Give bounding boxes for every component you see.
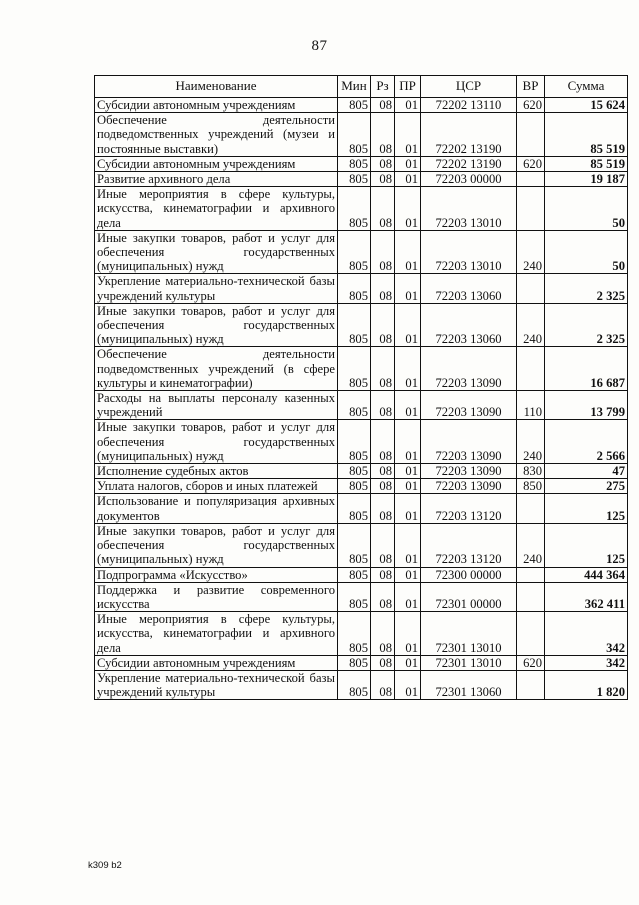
cell-rz: 08: [371, 567, 395, 582]
table-body: [95, 98, 628, 700]
table-row: [95, 187, 628, 231]
cell-name: Расходы на выплаты персоналу казенных учреждений: [95, 391, 338, 420]
budget-table: [94, 75, 628, 700]
cell-rz: 08: [371, 464, 395, 479]
cell-csr: 72300 00000: [421, 567, 517, 582]
table-header-row: [95, 76, 628, 98]
cell-vr: [517, 670, 545, 699]
cell-vr: [517, 187, 545, 231]
table-row: [95, 567, 628, 582]
cell-pr: 01: [395, 670, 421, 699]
cell-rz: 08: [371, 187, 395, 231]
cell-sum: 125: [545, 523, 628, 567]
cell-csr: 72203 13090: [421, 479, 517, 494]
cell-name: Иные закупки товаров, работ и услуг для обеспечения государственных (муниципальных) нужд: [95, 523, 338, 567]
table-row: [95, 420, 628, 464]
cell-rz: 08: [371, 172, 395, 187]
cell-csr: 72203 13090: [421, 464, 517, 479]
cell-rz: 08: [371, 494, 395, 523]
cell-rz: 08: [371, 391, 395, 420]
cell-min: 805: [338, 670, 371, 699]
cell-rz: 08: [371, 274, 395, 303]
cell-pr: 01: [395, 274, 421, 303]
table-row: [95, 230, 628, 274]
cell-vr: 240: [517, 523, 545, 567]
cell-csr: 72202 13190: [421, 156, 517, 171]
cell-rz: 08: [371, 156, 395, 171]
cell-rz: 08: [371, 479, 395, 494]
cell-rz: 08: [371, 347, 395, 391]
cell-name: Обеспечение деятельности подведомственных учреждений (в сфере культуры и кинематографии): [95, 347, 338, 391]
cell-sum: 342: [545, 612, 628, 656]
cell-sum: 444 364: [545, 567, 628, 582]
cell-csr: 72202 13110: [421, 98, 517, 113]
cell-name: Исполнение судебных актов: [95, 464, 338, 479]
cell-vr: 110: [517, 391, 545, 420]
cell-vr: [517, 274, 545, 303]
cell-name: Поддержка и развитие современного искусства: [95, 582, 338, 611]
cell-rz: 08: [371, 612, 395, 656]
cell-name: Укрепление материально-технической базы учреждений культуры: [95, 274, 338, 303]
cell-rz: 08: [371, 582, 395, 611]
cell-rz: 08: [371, 98, 395, 113]
cell-min: 805: [338, 494, 371, 523]
cell-name: Субсидии автономным учреждениям: [95, 156, 338, 171]
cell-min: 805: [338, 567, 371, 582]
cell-min: 805: [338, 303, 371, 347]
header-csr: ЦСР: [421, 76, 517, 98]
cell-csr: 72301 13060: [421, 670, 517, 699]
cell-vr: 620: [517, 655, 545, 670]
cell-vr: 240: [517, 420, 545, 464]
page-number: 87: [311, 38, 328, 54]
cell-csr: 72203 13120: [421, 494, 517, 523]
table-row: [95, 479, 628, 494]
cell-csr: 72203 00000: [421, 172, 517, 187]
cell-rz: 08: [371, 113, 395, 157]
cell-sum: 15 624: [545, 98, 628, 113]
cell-min: 805: [338, 347, 371, 391]
cell-vr: [517, 113, 545, 157]
cell-min: 805: [338, 612, 371, 656]
cell-name: Уплата налогов, сборов и иных платежей: [95, 479, 338, 494]
cell-vr: [517, 172, 545, 187]
cell-csr: 72203 13090: [421, 347, 517, 391]
cell-sum: 85 519: [545, 113, 628, 157]
cell-csr: 72301 13010: [421, 655, 517, 670]
table-row: [95, 494, 628, 523]
table-row: [95, 391, 628, 420]
cell-name: Субсидии автономным учреждениям: [95, 98, 338, 113]
cell-sum: 47: [545, 464, 628, 479]
cell-sum: 125: [545, 494, 628, 523]
header-sum: Сумма: [545, 76, 628, 98]
cell-name: Иные закупки товаров, работ и услуг для обеспечения государственных (муниципальных) нужд: [95, 230, 338, 274]
cell-sum: 85 519: [545, 156, 628, 171]
cell-rz: 08: [371, 420, 395, 464]
cell-name: Использование и популяризация архивных документов: [95, 494, 338, 523]
cell-vr: 240: [517, 230, 545, 274]
cell-csr: 72203 13060: [421, 274, 517, 303]
cell-name: Иные мероприятия в сфере культуры, искусства, кинематографии и архивного дела: [95, 187, 338, 231]
cell-pr: 01: [395, 347, 421, 391]
footer-code: k309 b2: [88, 860, 122, 871]
table-row: [95, 347, 628, 391]
cell-pr: 01: [395, 230, 421, 274]
table-row: [95, 523, 628, 567]
cell-name: Субсидии автономным учреждениям: [95, 655, 338, 670]
table-row: [95, 172, 628, 187]
cell-sum: 2 566: [545, 420, 628, 464]
cell-csr: 72203 13090: [421, 420, 517, 464]
cell-name: Развитие архивного дела: [95, 172, 338, 187]
cell-vr: [517, 582, 545, 611]
table-row: [95, 612, 628, 656]
cell-sum: 362 411: [545, 582, 628, 611]
cell-min: 805: [338, 187, 371, 231]
cell-vr: 620: [517, 98, 545, 113]
cell-min: 805: [338, 523, 371, 567]
cell-csr: 72301 13010: [421, 612, 517, 656]
cell-pr: 01: [395, 494, 421, 523]
cell-vr: 620: [517, 156, 545, 171]
cell-pr: 01: [395, 420, 421, 464]
cell-pr: 01: [395, 156, 421, 171]
cell-vr: [517, 347, 545, 391]
cell-sum: 2 325: [545, 274, 628, 303]
cell-vr: 830: [517, 464, 545, 479]
header-rz: Рз: [371, 76, 395, 98]
header-pr: ПР: [395, 76, 421, 98]
cell-sum: 2 325: [545, 303, 628, 347]
cell-vr: [517, 494, 545, 523]
cell-sum: 342: [545, 655, 628, 670]
table-row: [95, 464, 628, 479]
cell-min: 805: [338, 464, 371, 479]
cell-pr: 01: [395, 464, 421, 479]
cell-pr: 01: [395, 612, 421, 656]
cell-min: 805: [338, 156, 371, 171]
cell-csr: 72203 13010: [421, 230, 517, 274]
cell-min: 805: [338, 172, 371, 187]
table-row: [95, 98, 628, 113]
header-vr: ВР: [517, 76, 545, 98]
cell-pr: 01: [395, 172, 421, 187]
cell-rz: 08: [371, 230, 395, 274]
cell-pr: 01: [395, 391, 421, 420]
cell-min: 805: [338, 582, 371, 611]
cell-sum: 275: [545, 479, 628, 494]
cell-csr: 72203 13060: [421, 303, 517, 347]
cell-sum: 1 820: [545, 670, 628, 699]
cell-rz: 08: [371, 303, 395, 347]
cell-sum: 16 687: [545, 347, 628, 391]
cell-rz: 08: [371, 670, 395, 699]
cell-csr: 72203 13120: [421, 523, 517, 567]
cell-rz: 08: [371, 655, 395, 670]
cell-sum: 50: [545, 230, 628, 274]
header-name: Наименование: [95, 76, 338, 98]
cell-vr: 850: [517, 479, 545, 494]
table-row: [95, 582, 628, 611]
cell-min: 805: [338, 113, 371, 157]
table-row: [95, 113, 628, 157]
cell-min: 805: [338, 98, 371, 113]
cell-min: 805: [338, 420, 371, 464]
cell-csr: 72202 13190: [421, 113, 517, 157]
cell-rz: 08: [371, 523, 395, 567]
cell-pr: 01: [395, 479, 421, 494]
cell-name: Иные закупки товаров, работ и услуг для обеспечения государственных (муниципальных) нужд: [95, 303, 338, 347]
cell-csr: 72301 00000: [421, 582, 517, 611]
table-row: [95, 655, 628, 670]
table-row: [95, 670, 628, 699]
cell-min: 805: [338, 391, 371, 420]
cell-csr: 72203 13090: [421, 391, 517, 420]
cell-sum: 50: [545, 187, 628, 231]
cell-min: 805: [338, 274, 371, 303]
cell-name: Иные мероприятия в сфере культуры, искусства, кинематографии и архивного дела: [95, 612, 338, 656]
cell-pr: 01: [395, 113, 421, 157]
cell-pr: 01: [395, 303, 421, 347]
cell-vr: [517, 612, 545, 656]
cell-pr: 01: [395, 98, 421, 113]
cell-pr: 01: [395, 187, 421, 231]
cell-csr: 72203 13010: [421, 187, 517, 231]
cell-vr: [517, 567, 545, 582]
cell-name: Иные закупки товаров, работ и услуг для обеспечения государственных (муниципальных) нужд: [95, 420, 338, 464]
cell-min: 805: [338, 230, 371, 274]
cell-pr: 01: [395, 655, 421, 670]
header-min: Мин: [338, 76, 371, 98]
table-row: [95, 274, 628, 303]
table-row: [95, 303, 628, 347]
table-row: [95, 156, 628, 171]
cell-pr: 01: [395, 582, 421, 611]
cell-min: 805: [338, 479, 371, 494]
cell-vr: 240: [517, 303, 545, 347]
cell-min: 805: [338, 655, 371, 670]
cell-pr: 01: [395, 523, 421, 567]
cell-sum: 13 799: [545, 391, 628, 420]
cell-name: Укрепление материально-технической базы учреждений культуры: [95, 670, 338, 699]
cell-name: Подпрограмма «Искусство»: [95, 567, 338, 582]
cell-name: Обеспечение деятельности подведомственных учреждений (музеи и постоянные выставки): [95, 113, 338, 157]
cell-sum: 19 187: [545, 172, 628, 187]
cell-pr: 01: [395, 567, 421, 582]
